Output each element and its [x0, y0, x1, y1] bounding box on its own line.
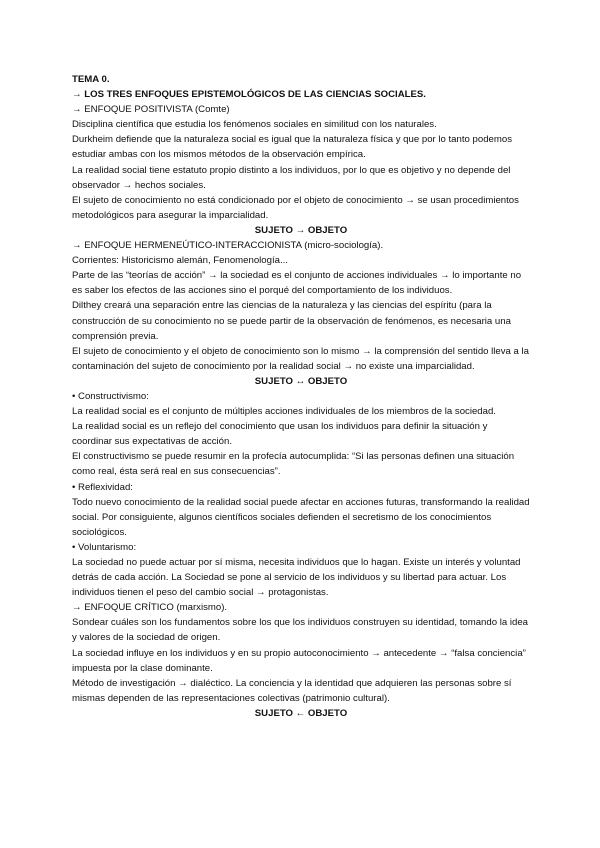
critico-heading: → ENFOQUE CRÍTICO (marxismo). — [72, 602, 228, 614]
positivista-heading: → ENFOQUE POSITIVISTA (Comte) — [72, 104, 230, 116]
doc-subtitle: → LOS TRES ENFOQUES EPISTEMOLÓGICOS DE LAS CIENCIAS SOCIALES. — [72, 89, 426, 101]
critico-p3: Método de investigación → dialéctico. La conciencia y la identidad que adquieren las personas sobre sí mismas dependen de las representaciones colectivas (patrimonio cultural). — [72, 677, 512, 704]
positivista-p2: Durkheim defiende que la naturaleza social es igual que la naturaleza física y que por lo tanto podemos estudiar ambas con los mismos métodos de la observación empírica. — [72, 134, 512, 161]
doc-title: TEMA 0. — [72, 74, 110, 85]
reflexividad-heading: • Reflexividad: — [72, 481, 133, 493]
reflexividad-p1: Todo nuevo conocimiento de la realidad social puede afectar en acciones futuras, transformando la realidad social. Por consiguiente, algunos científicos sociales defienden el secretismo de los conocimientos sociológicos. — [72, 496, 530, 538]
critico-p2: La sociedad influye en los individuos y en su propio autoconocimiento → antecedente → “falsa conciencia” impuesta por la clase dominante. — [72, 647, 526, 674]
document-page — [72, 72, 530, 721]
hermeneutico-p2: Parte de las “teorías de acción” → la sociedad es el conjunto de acciones individuales → lo importante no es saber los efectos de las acciones sino el porqué del comportamiento de los individuos. — [72, 270, 522, 297]
hermeneutico-relation: SUJETO ↔ OBJETO — [254, 375, 348, 387]
positivista-p4: El sujeto de conocimiento no está condicionado por el objeto de conocimiento → se usan procedimientos metodológicos para asegurar la imparcialidad. — [72, 194, 519, 221]
hermeneutico-p1: Corrientes: Historicismo alemán, Fenomenología... — [72, 255, 288, 267]
hermeneutico-p4: El sujeto de conocimiento y el objeto de conocimiento son lo mismo → la comprensión del sentido lleva a la contaminación del sujeto de conocimiento por la realidad social → no existe una imparcialidad. — [72, 345, 530, 372]
constructivismo-p2: La realidad social es un reflejo del conocimiento que usan los individuos para definir la situación y coordinar sus expectativas de acción. — [72, 421, 488, 448]
constructivismo-p1: La realidad social es el conjunto de múltiples acciones individuales de los miembros de la sociedad. — [72, 406, 496, 418]
constructivismo-heading: • Constructivismo: — [72, 390, 149, 402]
voluntarismo-heading: • Voluntarismo: — [72, 541, 137, 553]
positivista-p3: La realidad social tiene estatuto propio distinto a los individuos, por lo que es objetivo y no depende del observador → hechos sociales. — [72, 164, 511, 191]
critico-relation: SUJETO ← OBJETO — [254, 707, 348, 719]
hermeneutico-heading: → ENFOQUE HERMENEÚTICO-INTERACCIONISTA (micro-sociología). — [72, 240, 384, 252]
positivista-relation: SUJETO → OBJETO — [254, 224, 348, 236]
hermeneutico-p3: Dilthey creará una separación entre las ciencias de la naturaleza y las ciencias del espíritu (para la construcción de su conocimiento no se puede partir de la observación de fenómenos, es necesaria una comprensión previa. — [72, 300, 511, 342]
positivista-p1: Disciplina científica que estudia los fenómenos sociales en similitud con los naturales. — [72, 119, 437, 131]
critico-p1: Sondear cuáles son los fundamentos sobre los que los individuos construyen su identidad, tomando la idea y valores de la sociedad de origen. — [72, 617, 528, 644]
constructivismo-p3: El constructivismo se puede resumir en la profecía autocumplida: “Si las personas definen una situación como real, ésta será real en sus consecuencias”. — [72, 451, 515, 478]
voluntarismo-p1: La sociedad no puede actuar por sí misma, necesita individuos que lo hagan. Existe un interés y voluntad detrás de cada acción. La Sociedad se pone al servicio de los individuos y su libertad para actuar. Los individuos tienen el peso del cambio social → protagonistas. — [72, 557, 521, 599]
